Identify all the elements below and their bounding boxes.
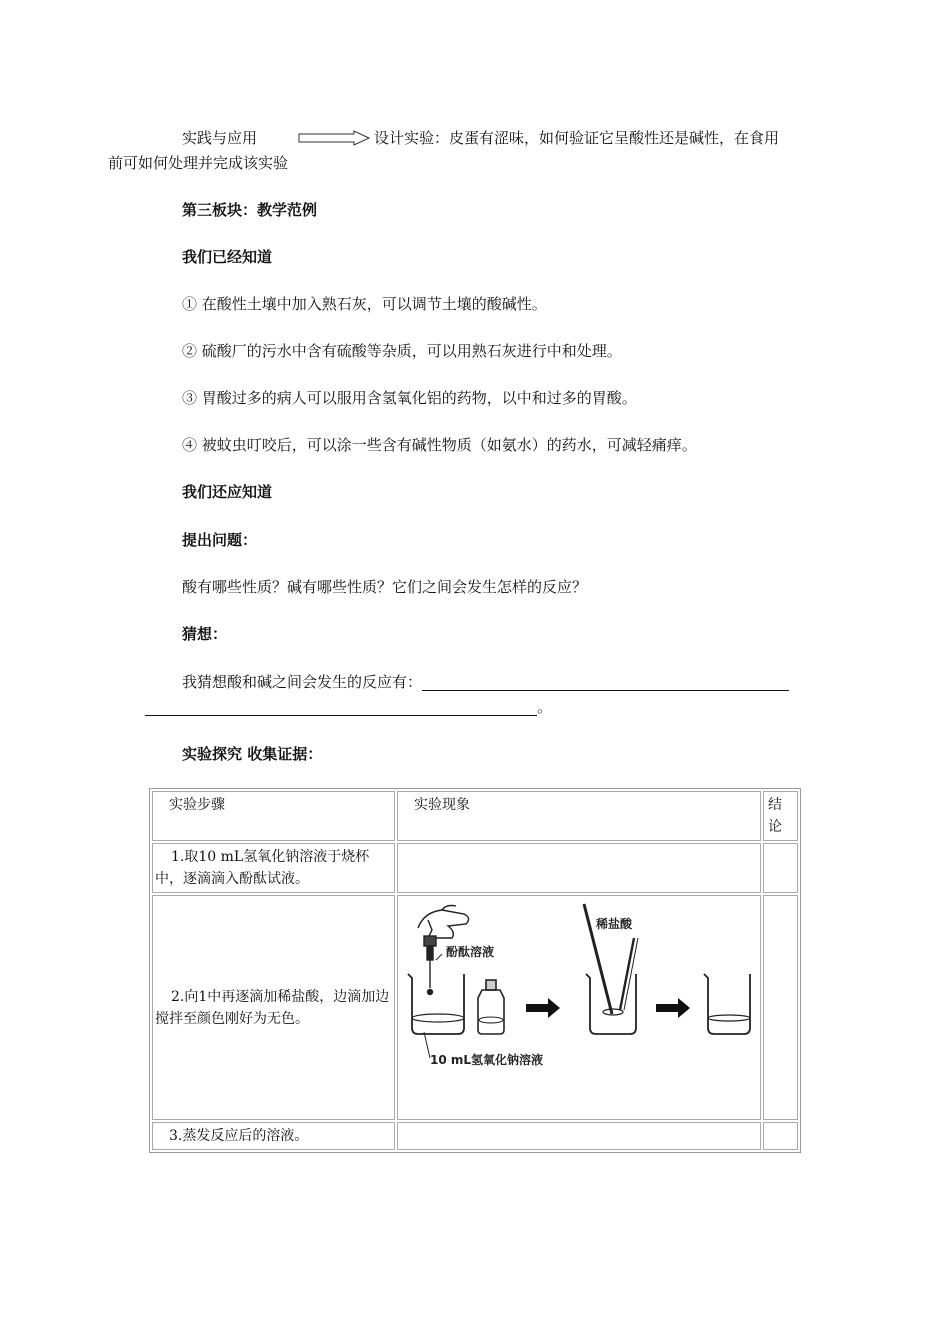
practice-line2: 前可如何处理并完成该实验 [108,154,289,172]
conclusion-1[interactable] [763,843,798,893]
step-3: 3.蒸发反应后的溶液。 [152,1122,395,1150]
conclusion-3[interactable] [763,1122,798,1150]
practice-paragraph [108,127,807,174]
step-2: 2.向1中再逐滴加稀盐酸，边滴加边搅拌至颜色刚好为无色。 [152,895,395,1120]
right-arrow-icon [261,130,370,152]
experiment-title: 实验探究 收集证据： [182,745,323,763]
step-1: 1.取10 mL氢氧化钠溶液于烧杯中，逐滴滴入酚酞试液。 [152,843,395,893]
phenomenon-2 [397,895,761,1120]
known-item-3: ③ 胃酸过多的病人可以服用含氢氧化铝的药物，以中和过多的胃酸。 [182,389,637,407]
answer-blank-2[interactable] [145,699,537,716]
table-row [152,895,798,1120]
experiment-table [149,788,801,1153]
phenomenon-3[interactable] [397,1122,761,1150]
answer-blank-1[interactable] [422,674,789,691]
beaker-icon [704,974,750,1034]
known-title: 我们已经知道 [182,248,273,266]
header-conclusion: 结论 [763,791,798,841]
table-header-row [152,791,798,841]
label-naoh: 10 mL氢氧化钠溶液 [430,1053,544,1067]
label-phenolphthalein: 酚酞溶液 [446,945,495,959]
known-item-2: ② 硫酸厂的污水中含有硫酸等杂质，可以用熟石灰进行中和处理。 [182,342,622,360]
process-arrow-icon [526,998,560,1018]
phenomenon-1[interactable] [397,843,761,893]
guess-end: 。 [537,698,553,716]
practice-prefix: 实践与应用 [182,129,258,147]
guess-line [145,671,807,693]
bottle-icon [478,980,504,1034]
known-item-4: ④ 被蚊虫叮咬后，可以涂一些含有碱性物质（如氨水）的药水，可减轻痛痒。 [182,436,697,454]
should-know-title: 我们还应知道 [182,483,273,501]
label-hcl: 稀盐酸 [596,917,633,931]
table-row [152,843,798,893]
table-row [152,1122,798,1150]
question-text: 酸有哪些性质？碱有哪些性质？它们之间会发生怎样的反应？ [182,578,588,596]
guess-line-2 [145,696,807,718]
beaker-icon [408,974,464,1034]
guess-title: 猜想： [182,625,228,643]
question-title: 提出问题： [182,531,258,549]
experiment-figure [402,898,758,1110]
practice-line1: 设计实验：皮蛋有涩味，如何验证它呈酸性还是碱性，在食用 [374,129,780,147]
header-steps: 实验步骤 [152,791,395,841]
section3-title: 第三板块：教学范例 [182,201,318,219]
known-item-1: ① 在酸性土壤中加入熟石灰，可以调节土壤的酸碱性。 [182,295,547,313]
conclusion-2[interactable] [763,895,798,1120]
guess-text: 我猜想酸和碱之间会发生的反应有： [182,673,423,691]
header-phenomena: 实验现象 [397,791,761,841]
process-arrow-icon [656,998,690,1018]
